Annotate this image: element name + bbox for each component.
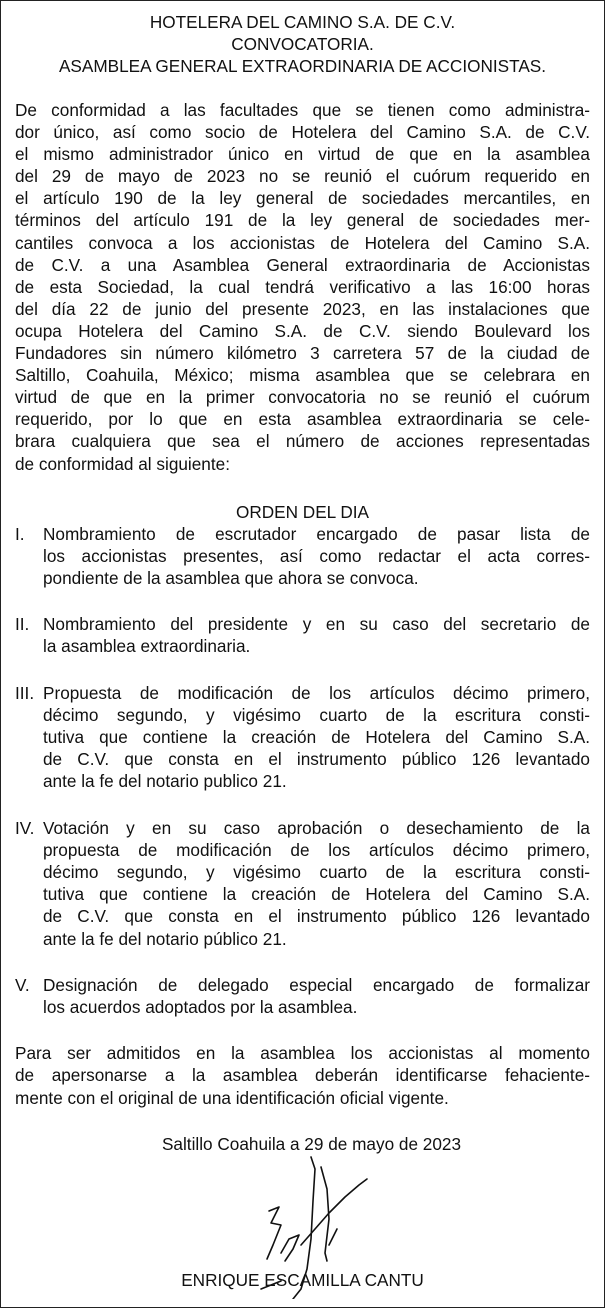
closing-line: Para ser admitidos en la asamblea los accionistas al momento — [15, 1043, 590, 1064]
closing-line: mente con el original de una identificación oficial vigente. — [15, 1087, 449, 1108]
agenda-item-line: la asamblea extraordinaria. — [43, 636, 251, 657]
agenda-item — [15, 613, 590, 657]
intro-line: de C.V. a una Asamblea General extraordinaria de Accionistas — [15, 254, 590, 275]
document-header — [15, 11, 590, 77]
notice-type: CONVOCATORIA. — [231, 34, 374, 54]
intro-line: Fundadores sin número kilómetro 3 carretera 57 de la ciudad de — [15, 343, 590, 364]
agenda-item-line: décimo segundo, y vigésimo cuarto de la escritura consti- — [43, 704, 590, 725]
intro-line: términos del artículo 191 de la ley general de sociedades mer- — [15, 210, 590, 231]
intro-line: dor único, así como socio de Hotelera del Camino S.A. de C.V. — [15, 122, 590, 143]
agenda-item-line: ante la fe del notario publico 21. — [43, 771, 287, 792]
agenda-item-text — [43, 613, 590, 657]
agenda-item — [15, 974, 590, 1018]
place-and-date: Saltillo Coahuila a 29 de mayo de 2023 — [161, 1133, 462, 1154]
agenda-title: ORDEN DEL DIA — [235, 501, 370, 522]
agenda-item-line: tutiva que contiene la creación de Hotelera del Camino S.A. — [43, 884, 590, 905]
intro-line: Saltillo, Coahuila, México; misma asamblea que se celebrara en — [15, 365, 590, 386]
agenda-item-number: I. — [15, 523, 25, 544]
intro-line: del día 22 de junio del presente 2023, en las instalaciones que — [15, 298, 590, 319]
agenda-item — [15, 682, 590, 793]
closing-line: de apersonarse a la asamblea deberán identificarse fehaciente- — [15, 1065, 590, 1086]
agenda-item-line: Propuesta de modificación de los artículos décimo primero, — [43, 682, 590, 703]
agenda-item-line: los accionistas presentes, así como redactar el acta corres- — [43, 545, 590, 566]
agenda-item-number: III. — [15, 682, 35, 703]
intro-line: cantiles convoca a los accionistas de Hotelera del Camino S.A. — [15, 232, 590, 253]
agenda-list — [15, 523, 590, 1019]
company-name: HOTELERA DEL CAMINO S.A. DE C.V. — [149, 12, 456, 32]
agenda-item-line: Designación de delegado especial encargado de formalizar — [43, 974, 590, 995]
agenda-item-line: de C.V. que consta en el instrumento público 126 levantado — [43, 906, 590, 927]
signer-name: ENRIQUE ESCAMILLA CANTU — [181, 1270, 424, 1290]
agenda-item-text — [43, 974, 590, 1018]
agenda-item — [15, 523, 590, 590]
agenda-item-line: de C.V. que consta en el instrumento público 126 levantado — [43, 749, 590, 770]
closing-paragraph — [15, 1042, 590, 1109]
intro-line: brara cualquiera que sea el número de acciones representadas — [15, 431, 590, 452]
agenda-item-line: los acuerdos adoptados por la asamblea. — [43, 997, 358, 1018]
agenda-item-line: ante la fe del notario público 21. — [43, 928, 287, 949]
intro-line: el artículo 190 de la ley general de sociedades mercantiles, en — [15, 188, 590, 209]
agenda-item-line: Nombramiento de escrutador encargado de pasar lista de — [43, 523, 590, 544]
agenda-item-line: Votación y en su caso aprobación o desechamiento de la — [43, 817, 590, 838]
agenda-item-line: pondiente de la asamblea que ahora se convoca. — [43, 568, 419, 588]
intro-line: el mismo administrador único en virtud de que en la asamblea — [15, 144, 590, 165]
agenda-item-line: Nombramiento del presidente y en su caso del secretario de — [43, 614, 590, 635]
agenda-item-number: II. — [15, 614, 30, 635]
agenda-item-number: V. — [15, 974, 30, 995]
agenda-item — [15, 817, 590, 950]
intro-paragraph — [15, 99, 590, 475]
intro-line: ocupa Hotelera del Camino S.A. de C.V. siendo Boulevard los — [15, 320, 590, 341]
agenda-item-line: décimo segundo, y vigésimo cuarto de la escritura consti- — [43, 862, 590, 883]
intro-line: de conformidad al siguiente: — [15, 453, 230, 474]
agenda-item-text — [43, 817, 590, 950]
agenda-item-text — [43, 523, 590, 590]
agenda-item-text — [43, 682, 590, 793]
intro-line: De conformidad a las facultades que se tienen como administra- — [15, 100, 590, 120]
intro-line: virtud de que en la primer convocatoria no se reunió el cuórum — [15, 387, 590, 408]
agenda-item-line: propuesta de modificación de los artículos décimo primero, — [43, 839, 590, 860]
agenda-item-number: IV. — [15, 817, 35, 838]
agenda-item-line: tutiva que contiene la creación de Hotelera del Camino S.A. — [43, 727, 590, 748]
intro-line: de esta Sociedad, la cual tendrá verificativo a las 16:00 horas — [15, 276, 590, 297]
intro-line: del 29 de mayo de 2023 no se reunió el cuórum requerido en — [15, 166, 590, 187]
assembly-title: ASAMBLEA GENERAL EXTRAORDINARIA DE ACCIONISTAS. — [58, 56, 547, 76]
intro-line: requerido, por lo que en esta asamblea extraordinaria se cele- — [15, 409, 590, 430]
